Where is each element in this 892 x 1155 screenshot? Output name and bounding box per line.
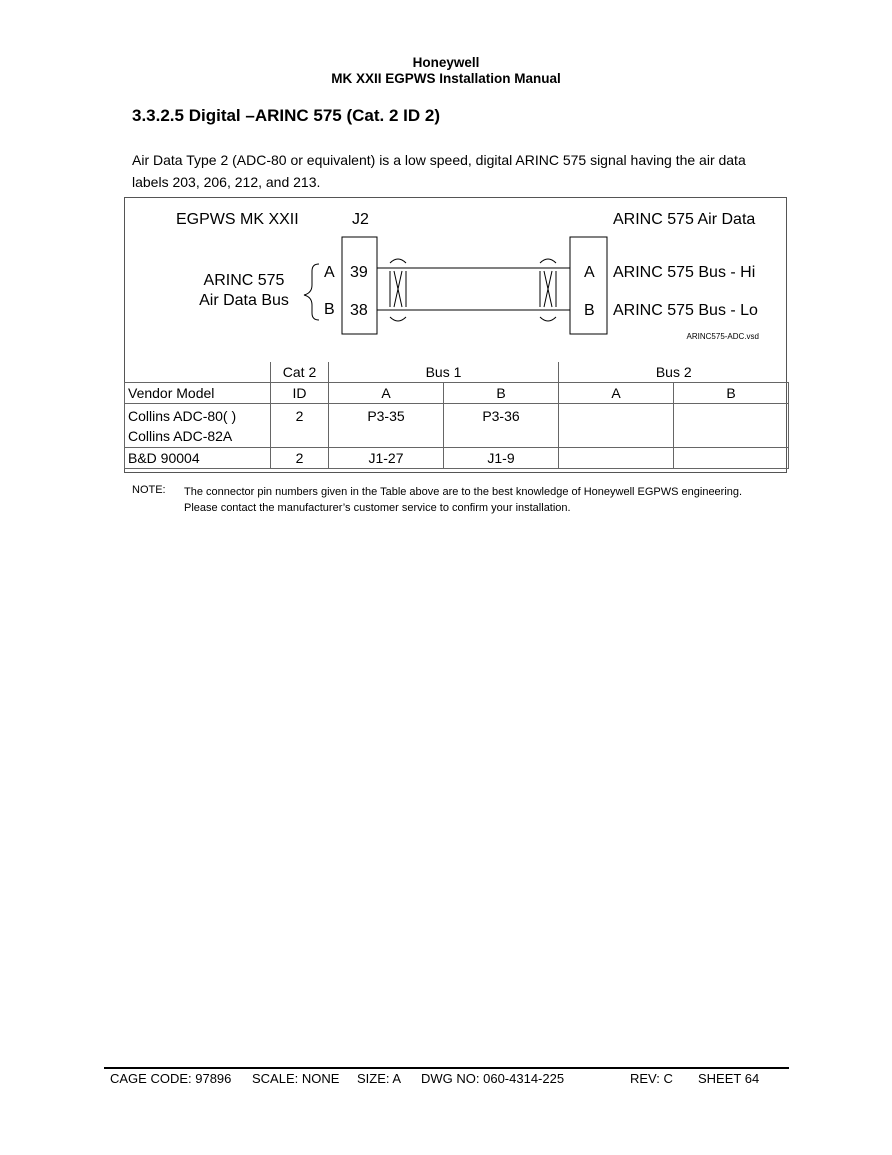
bus2-a-pin (559, 404, 674, 448)
bus1-b-pin: J1-9 (444, 448, 559, 469)
header-vendor-model: Vendor Model (125, 383, 271, 404)
diagram-right-title: ARINC 575 Air Data (613, 211, 756, 228)
vendor-model: Collins ADC-82A (128, 428, 233, 444)
table-header-row-1 (125, 362, 789, 383)
bus-hi-label: ARINC 575 Bus - Hi (613, 264, 756, 281)
table-header-row-2 (125, 383, 789, 404)
bus2-a-pin (559, 448, 674, 469)
footer-size: SIZE: A (357, 1071, 402, 1086)
footer-rev: REV: C (630, 1071, 673, 1086)
bus2-b-pin (674, 448, 789, 469)
bus1-b-pin: P3-36 (444, 404, 559, 448)
bus1-a-pin: P3-35 (329, 404, 444, 448)
right-pin-a-letter: A (584, 264, 595, 281)
diagram-file-name: ARINC575-ADC.vsd (686, 332, 759, 341)
header-bus1: Bus 1 (329, 362, 559, 383)
header-bus1-b: B (444, 383, 559, 404)
section-title: 3.3.2.5 Digital –ARINC 575 (Cat. 2 ID 2) (132, 106, 440, 125)
bus2-b-pin (674, 404, 789, 448)
bus1-a-pin: J1-27 (329, 448, 444, 469)
diagram-left-title: EGPWS MK XXII (176, 211, 299, 228)
vendor-model: Collins ADC-80( ) (128, 408, 237, 424)
header-bus1-a: A (329, 383, 444, 404)
footer-dwg-no: DWG NO: 060-4314-225 (421, 1071, 565, 1086)
pin-b-letter: B (324, 301, 335, 318)
pin-39: 39 (350, 264, 368, 281)
header-bus2-b: B (674, 383, 789, 404)
header-bus2-a: A (559, 383, 674, 404)
air-data-connector-box (570, 237, 607, 334)
j2-connector-box (342, 237, 377, 334)
footer-scale: SCALE: NONE (252, 1071, 340, 1086)
bus-label-line1: ARINC 575 (203, 272, 285, 289)
intro-paragraph: Air Data Type 2 (ADC-80 or equivalent) is a low speed, digital ARINC 575 signal having the air data labels 203, 206, 212, and 213. (132, 152, 746, 190)
header-id: ID (271, 383, 329, 404)
header-company: Honeywell (412, 55, 480, 70)
wiring-diagram (124, 197, 788, 363)
diagram-connector-label: J2 (352, 211, 369, 228)
note-label: NOTE: (132, 484, 166, 496)
cat2-id: 2 (271, 448, 329, 469)
table-row (125, 404, 789, 448)
vendor-pin-table (124, 362, 789, 469)
footer-sheet: SHEET 64 (698, 1071, 760, 1086)
pin-a-letter: A (324, 264, 335, 281)
table-row (125, 448, 789, 469)
bus-brace (304, 264, 319, 320)
header-cat2: Cat 2 (271, 362, 329, 383)
shielded-twisted-pair (377, 259, 570, 321)
note-text: The connector pin numbers given in the Table above are to the best knowledge of Honeywell EGPWS engineering. Please contact the manufacturer’s customer service to confirm your installation. (184, 486, 743, 514)
header-manual-title: MK XXII EGPWS Installation Manual (331, 71, 561, 86)
bus-label-line2: Air Data Bus (199, 292, 289, 309)
footer-cage-code: CAGE CODE: 97896 (110, 1071, 232, 1086)
footer-rule (104, 1067, 789, 1069)
header-bus2: Bus 2 (559, 362, 789, 383)
bus-lo-label: ARINC 575 Bus - Lo (613, 302, 758, 319)
pin-38: 38 (350, 302, 368, 319)
right-pin-b-letter: B (584, 302, 595, 319)
cat2-id: 2 (271, 404, 329, 448)
vendor-model: B&D 90004 (125, 448, 271, 469)
